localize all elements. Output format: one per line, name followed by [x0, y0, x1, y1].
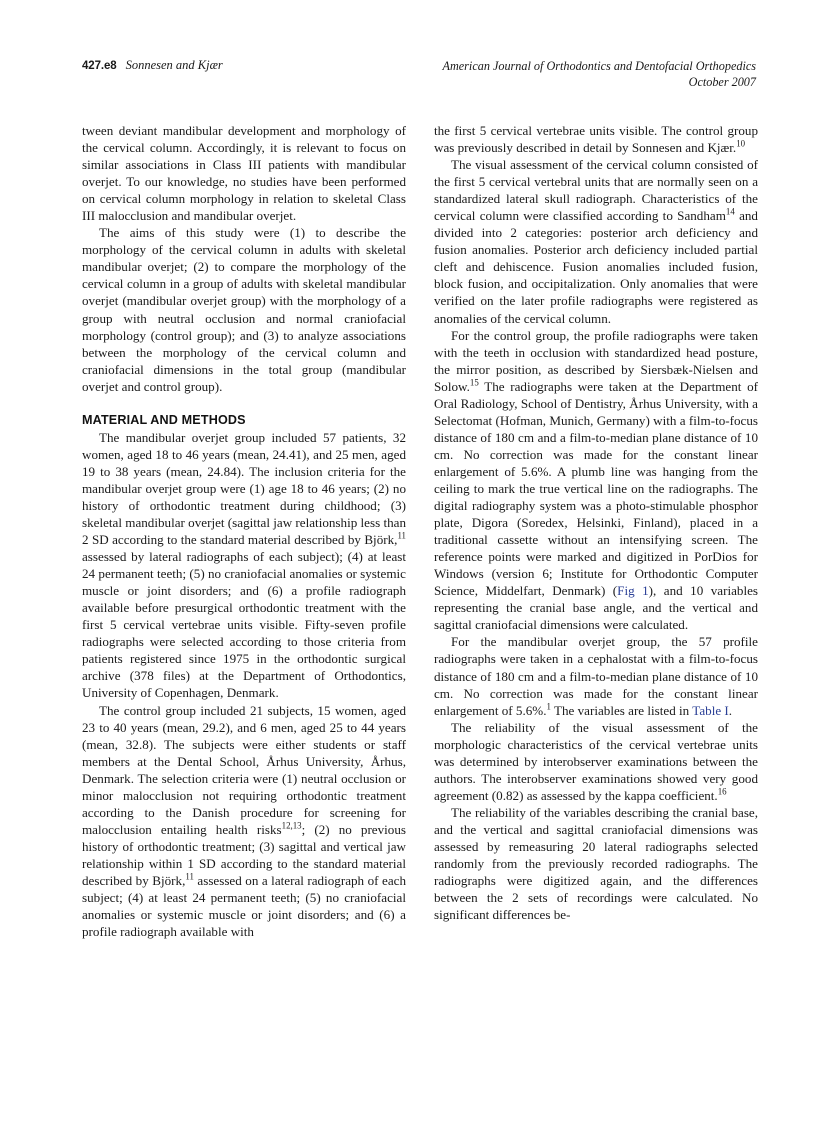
right-column	[434, 122, 758, 1097]
cross-reference-link[interactable]: Fig 1	[617, 583, 649, 599]
citation-superscript[interactable]: 16	[717, 786, 727, 797]
citation-superscript[interactable]: 11	[185, 871, 194, 882]
citation-superscript[interactable]: 10	[736, 138, 746, 149]
running-head-authors: Sonnesen and Kjær	[125, 58, 223, 72]
paragraph: For the control group, the profile radiographs were taken with the teeth in occlusion with standardized head posture, the mirror position, as described by Siersbæk-Nielsen and Solow.$^{15}$ The radiographs were taken at the Department of Oral Radiology, School of Dentistry, Århus University, with a Selectomat (Hofman, Munich, Germany) with a film-to-focus distance of 180 cm and a film-to-median plane distance of 10 cm. No correction was made for the constant linear enlargement of 5.6%. A plumb line was hanging from the ceiling to mark the true vertical line on the radiographs. The digital radiography system was a photo-stimulable phosphor plate, Digora (Soredex, Helsinki, Finland), placed in a traditional cassette without an intensifying screen. The reference points were marked and digitized in PorDios for Windows (version 6; Institute for Orthodontic Computer Science, Middelfart, Denmark) (Fig 1), and 10 variables representing the cranial base angle, and the vertical and sagittal craniofacial dimensions were calculated.	[434, 327, 758, 633]
running-head-right	[443, 58, 756, 90]
section-heading-material-and-methods: MATERIAL AND METHODS	[82, 412, 246, 427]
paragraph: The mandibular overjet group included 57 patients, 32 women, aged 18 to 46 years (mean, 24.41), and 25 men, aged 19 to 38 years (mean, 24.84). The inclusion criteria for the mandibular overjet group were (1) age 18 to 46 years; (2) no history of orthodontic treatment during childhood; (3) skeletal mandibular overjet (sagittal jaw relationship less than 2 SD according to the standard material described by Björk,$^{11}$ assessed by lateral radiographs of each subject); (4) at least 24 permanent teeth; (5) no craniofacial anomalies or systemic muscle or joint disorders; and (6) a profile radiograph available before presurgical orthodontic treatment with the first 5 cervical vertebrae units visible. Fifty-seven profile radiographs were selected according to those criteria from patients registered since 1975 in the orthodontic surgical archive (378 files) at the Department of Orthodontics, University of Copenhagen, Denmark.	[82, 429, 406, 701]
citation-superscript[interactable]: 1	[546, 701, 551, 712]
citation-superscript[interactable]: 11	[397, 530, 406, 541]
page-folio: 427.e8	[82, 60, 117, 72]
paragraph: The reliability of the variables describing the cranial base, and the vertical and sagittal craniofacial dimensions was assessed by remeasuring 20 lateral radiographs selected randomly from the previously recorded radiographs. The radiographs were digitized again, and the differences between the 2 sets of recordings were calculated. No significant differences be-	[434, 804, 758, 923]
citation-superscript[interactable]: 14	[725, 206, 735, 217]
issue-date: October 2007	[688, 75, 756, 89]
body-columns	[82, 122, 758, 1097]
running-head-left	[82, 58, 223, 74]
paragraph: tween deviant mandibular development and morphology of the cervical column. Accordingly, it is relevant to focus on similar associations in Class III patients with mandibular overjet. To our knowledge, no studies have been performed on cervical column morphology in relation to skeletal Class III malocclusion and mandibular overjet.	[82, 123, 406, 224]
paragraph: For the mandibular overjet group, the 57 profile radiographs were taken in a cephalostat with a film-to-focus distance of 180 cm and a film-to-median plane distance of 10 cm. No correction was made for the constant linear enlargement of 5.6%.$^1$ The variables are listed in Table I.	[434, 634, 758, 718]
running-head	[82, 58, 756, 90]
paragraph: The aims of this study were (1) to describe the morphology of the cervical column in adults with skeletal mandibular overjet; (2) to compare the morphology of the cervical column in a group of adults with skeletal mandibular overjet (mandibular overjet group) with the morphology of a group with neutral occlusion and normal craniofacial morphology (control group); and (3) to analyze associations between the morphology of the cervical column and craniofacial dimensions in the total group (mandibular overjet and control group).	[82, 225, 406, 394]
paragraph: The control group included 21 subjects, 15 women, aged 23 to 40 years (mean, 29.2), and 6 men, aged 25 to 44 years (mean, 32.8). The subjects were either students or staff members at the Dental School, Århus University, Århus, Denmark. The selection criteria were (1) neutral occlusion or minor malocclusion not requiring orthodontic treatment according to the Danish procedure for screening for malocclusion entailing health risks$^{12,13}$; (2) no previous history of orthodontic treatment; (3) sagittal and vertical jaw relationship within 1 SD according to the standard material described by Björk,$^{11}$ assessed on a lateral radiograph of each subject; (4) at least 24 permanent teeth; (5) no craniofacial anomalies or systemic muscle or joint disorders; and (6) a profile radiograph available with	[82, 702, 406, 940]
paragraph: the first 5 cervical vertebrae units visible. The control group was previously described in detail by Sonnesen and Kjær.$^{10}$	[434, 123, 758, 156]
citation-superscript[interactable]: 15	[469, 377, 479, 388]
journal-title: American Journal of Orthodontics and Dentofacial Orthopedics	[442, 59, 756, 73]
paragraph: The visual assessment of the cervical column consisted of the first 5 cervical vertebral units that are normally seen on a standardized lateral skull radiograph. Characteristics of the cervical column were classified according to Sandham$^{14}$ and divided into 2 categories: posterior arch deficiency and fusion anomalies. Posterior arch deficiency included partial cleft and dehiscence. Fusion anomalies included fusion, block fusion, and occipitalization. Only anomalies that were verified on the later profile radiographs were registered as anomalies of the cervical column.	[434, 157, 758, 326]
citation-superscript[interactable]: 12,13	[281, 820, 302, 831]
cross-reference-link[interactable]: Table I	[692, 702, 729, 718]
paragraph: The reliability of the visual assessment of the morphologic characteristics of the cervical vertebrae units was determined by interobserver examinations between the authors. The interobserver examinations showed very good agreement (0.82) as assessed by the kappa coefficient.$^{16}$	[434, 719, 758, 803]
left-column	[82, 122, 406, 1097]
